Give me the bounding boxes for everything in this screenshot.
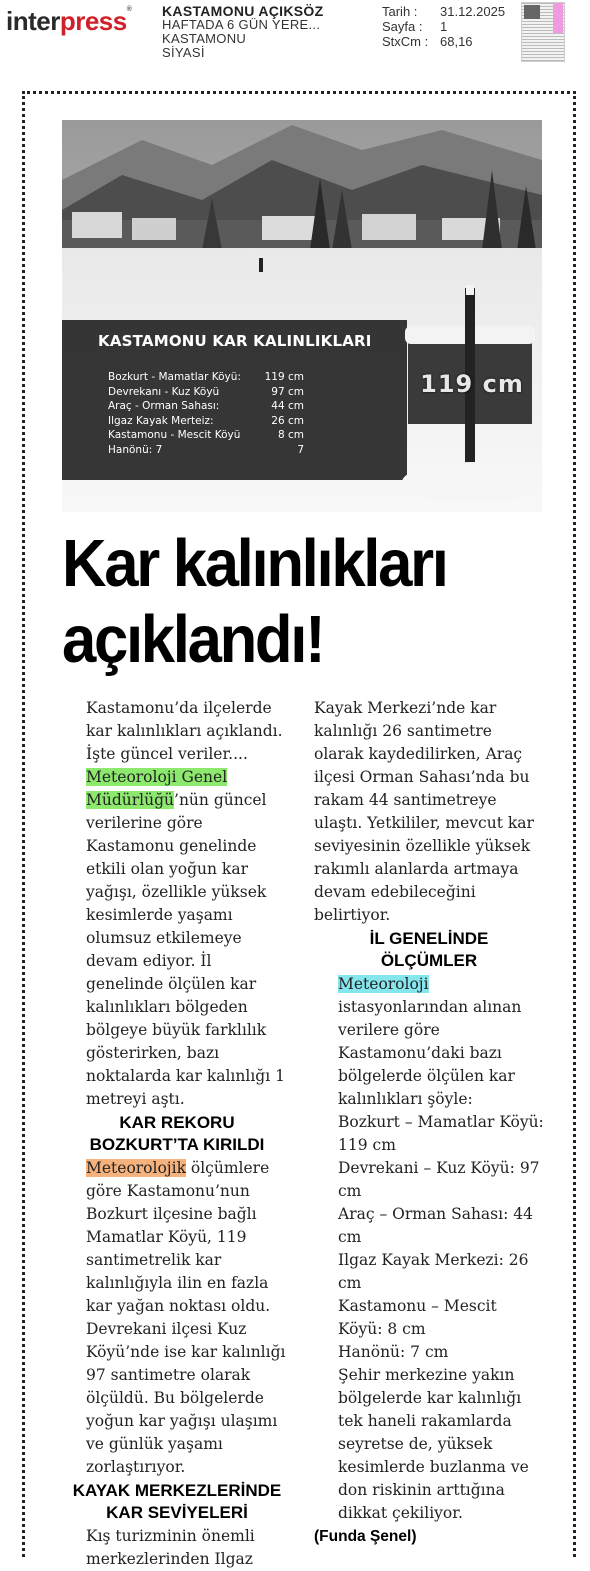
subheading-line: KAR SEVİYELERİ xyxy=(106,1503,248,1522)
date-row xyxy=(382,4,522,19)
subheading-2 xyxy=(62,1480,292,1524)
measurement-item: Kastamonu – Mescit Köyü: 8 cm xyxy=(338,1297,497,1338)
paragraph-text: ölçümlere göre Kastamonu’nun Bozkurt ilçesine bağlı Mamatlar Köyü, 119 santimetrelik kar kalınlığıyla ilin en fazla kar yağan noktası oldu. Devrekani ilçesi Kuz Köyü’nde ise kar kalınlığı 97 santimetre olarak ölçüldü. Bu bölgelerde yoğun kar yağışı ulaşımı ve günlük yaşamı zorlaştırıyor. xyxy=(86,1159,286,1476)
logo-text-accent: press xyxy=(59,6,127,36)
overlay-row xyxy=(108,399,304,414)
paragraph-2 xyxy=(62,1157,292,1479)
overlay-place: Bozkurt - Mamatlar Köyü: xyxy=(108,371,241,383)
page-label: Sayfa : xyxy=(382,19,423,34)
article-headline xyxy=(62,526,522,678)
overlay-row xyxy=(108,385,304,400)
measurement-item: Bozkurt – Mamatlar Köyü: 119 cm xyxy=(338,1113,544,1154)
logo-text-main: inter xyxy=(6,6,60,36)
overlay-title: KASTAMONU KAR KALINLIKLARI xyxy=(98,332,372,350)
overlay-place: Ilgaz Kayak Merteiz: xyxy=(108,414,214,427)
highlighted-term: Meteoroloji Genel Müdürlüğü xyxy=(86,768,228,809)
paragraph-3-continued: Kayak Merkezi’nde kar kalınlığı 26 santimetre olarak kaydedilirken, Araç ilçesi Orman Sahası’nda bu rakam 44 santimetreye ulaştı. Yetkililer, mevcut kar seviyesinin özellikle yüksek rakımlı alanlarda artmaya devam edebileceğini belirtiyor. xyxy=(314,699,534,924)
subheading-line: İL GENELİNDE xyxy=(369,929,489,948)
paragraph-5: Şehir merkezine yakın bölgelerde kar kalınlığı tek haneli rakamlarda seyretse de, yüksek kesimlerde buzlanma ve don riskinin arttığına dikkat çekiliyor. xyxy=(338,1366,529,1522)
logo-registered-mark: ® xyxy=(126,6,132,13)
overlay-list xyxy=(108,370,304,458)
author-byline: (Funda Şenel) xyxy=(314,1528,417,1545)
publication-name: KASTAMONU AÇIKSÖZ xyxy=(162,3,324,19)
clipping-header xyxy=(0,0,590,70)
subheading-line: KAYAK MERKEZLERİNDE xyxy=(72,1481,282,1500)
measurement-item: Hanönü: 7 cm xyxy=(338,1343,449,1361)
overlay-place: Hanönü: 7 xyxy=(108,443,163,456)
publication-frequency: HAFTADA 6 GÜN YERE... xyxy=(162,17,321,32)
subheading-line: KAR REKORU xyxy=(119,1113,235,1132)
overlay-value: 97 cm xyxy=(271,385,304,398)
overlay-row xyxy=(108,414,304,429)
clipping-info xyxy=(382,4,522,49)
subheading-line: BOZKURT’TA KIRILDI xyxy=(89,1135,265,1154)
overlay-value: 7 xyxy=(297,443,304,456)
measurement-item: Ilgaz Kayak Merkezi: 26 cm xyxy=(338,1251,529,1292)
overlay-place: Araç - Orman Sahası: xyxy=(108,400,220,413)
paragraph-1 xyxy=(62,766,292,1111)
overlay-row xyxy=(108,370,304,385)
measurement-item: Devrekani – Kuz Köyü: 97 cm xyxy=(338,1159,540,1200)
publication-category: SİYASİ xyxy=(162,45,205,60)
measurement-item: Araç – Orman Sahası: 44 cm xyxy=(338,1205,533,1246)
headline-line-2: açıklandı! xyxy=(62,602,324,677)
subheading-3 xyxy=(314,928,544,972)
overlay-value: 44 cm xyxy=(271,400,304,413)
subheading-1 xyxy=(62,1112,292,1156)
overlay-value: 119 cm xyxy=(264,371,304,383)
overlay-place: Devrekanı - Kuz Köyü xyxy=(108,385,220,398)
publication-city: KASTAMONU xyxy=(162,31,247,46)
stxcm-row xyxy=(382,34,522,49)
headline-line-1: Kar kalınlıkları xyxy=(62,526,447,601)
stxcm-value: 68,16 xyxy=(440,34,473,49)
overlay-place: Kastamonu - Mescit Köyü xyxy=(108,429,241,442)
interpress-logo xyxy=(6,6,131,37)
paragraph-text: istasyonlarından alınan verilere göre Kastamonu’daki bazı bölgelerde ölçülen kar kalınlıkları şöyle: xyxy=(338,998,522,1108)
highlighted-term: Meteoroloji xyxy=(338,975,429,993)
article-column-1 xyxy=(62,697,292,1571)
paragraph-4 xyxy=(314,973,544,1111)
page-thumbnail[interactable] xyxy=(521,2,565,62)
subheading-line: ÖLÇÜMLER xyxy=(380,951,478,970)
snow-depth-sign: 119 cm xyxy=(420,370,524,398)
article-column-2 xyxy=(314,697,544,1548)
publication-meta xyxy=(162,4,362,60)
stxcm-label: StxCm : xyxy=(382,34,429,49)
highlighted-term: Meteorolojik xyxy=(86,1159,186,1177)
date-label: Tarih : xyxy=(382,4,418,19)
overlay-row xyxy=(108,428,304,443)
paragraph-text: ’nün güncel verilerine göre Kastamonu genelinde etkili olan yoğun kar yağışı, özellikle yüksek kesimlerde yaşamı olumsuz etkilemeye devam ediyor. İl genelinde ölçülen kar kalınlıkları bölgeden bölgeye büyük farklılık gösterirken, bazı noktalarda kar kalınlığı 1 metreyi aştı. xyxy=(86,791,285,1108)
date-value: 31.12.2025 xyxy=(440,4,506,19)
overlay-row xyxy=(108,443,304,458)
page-value: 1 xyxy=(440,19,448,34)
snow-depth-overlay xyxy=(76,320,396,474)
intro-paragraph: Kastamonu’da ilçelerde kar kalınlıkları açıklandı. İşte güncel veriler.... xyxy=(86,699,283,763)
overlay-value: 8 cm xyxy=(277,429,304,442)
overlay-value: 26 cm xyxy=(271,414,304,427)
paragraph-3-start: Kış turizminin önemli merkezlerinden Ilgaz xyxy=(86,1527,255,1568)
page-row xyxy=(382,19,522,34)
